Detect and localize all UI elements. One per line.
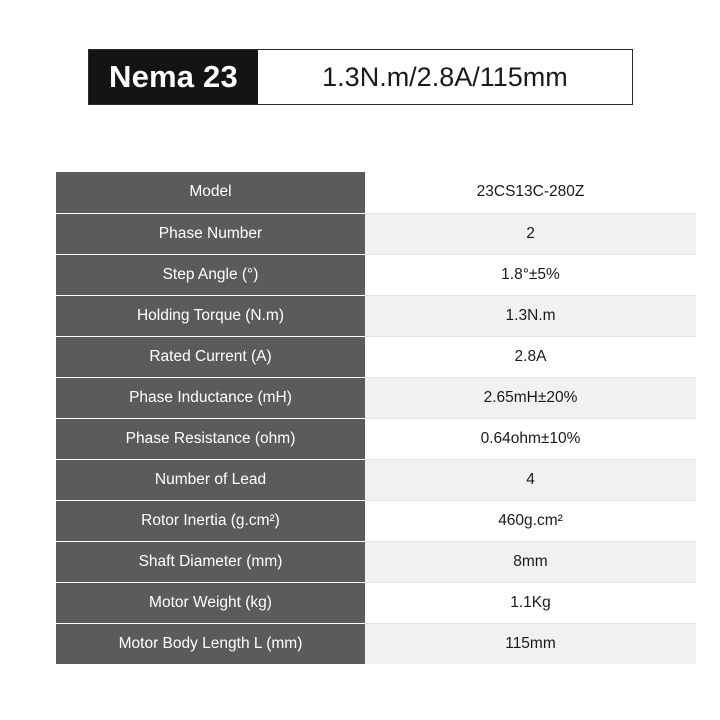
- spec-value: 2: [365, 213, 696, 254]
- table-row: [56, 459, 696, 500]
- spec-value: 8mm: [365, 541, 696, 582]
- spec-label: Motor Weight (kg): [56, 582, 365, 623]
- spec-label: Step Angle (°): [56, 254, 365, 295]
- spec-label: Phase Inductance (mH): [56, 377, 365, 418]
- table-row: [56, 582, 696, 623]
- table-row: [56, 377, 696, 418]
- table-row: [56, 254, 696, 295]
- spec-label: Holding Torque (N.m): [56, 295, 365, 336]
- table-row: [56, 172, 696, 213]
- spec-label: Rotor Inertia (g.cm²): [56, 500, 365, 541]
- spec-value: 4: [365, 459, 696, 500]
- spec-value: 1.1Kg: [365, 582, 696, 623]
- motor-spec-summary: 1.3N.m/2.8A/115mm: [258, 50, 632, 104]
- table-row: [56, 295, 696, 336]
- table-row: [56, 623, 696, 664]
- spec-label: Phase Resistance (ohm): [56, 418, 365, 459]
- specification-table-body: [56, 172, 696, 664]
- spec-label: Shaft Diameter (mm): [56, 541, 365, 582]
- spec-value: 1.8°±5%: [365, 254, 696, 295]
- spec-label: Rated Current (A): [56, 336, 365, 377]
- table-row: [56, 541, 696, 582]
- table-row: [56, 213, 696, 254]
- table-row: [56, 336, 696, 377]
- spec-value: 115mm: [365, 623, 696, 664]
- spec-value: 2.8A: [365, 336, 696, 377]
- spec-value: 23CS13C-280Z: [365, 172, 696, 213]
- spec-value: 0.64ohm±10%: [365, 418, 696, 459]
- table-row: [56, 500, 696, 541]
- motor-series-label: Nema 23: [89, 50, 258, 104]
- spec-label: Model: [56, 172, 365, 213]
- spec-label: Number of Lead: [56, 459, 365, 500]
- spec-label: Phase Number: [56, 213, 365, 254]
- spec-value: 1.3N.m: [365, 295, 696, 336]
- spec-label: Motor Body Length L (mm): [56, 623, 365, 664]
- table-row: [56, 418, 696, 459]
- product-title-banner: [88, 49, 633, 105]
- spec-value: 460g.cm²: [365, 500, 696, 541]
- spec-value: 2.65mH±20%: [365, 377, 696, 418]
- specification-table: [56, 172, 696, 664]
